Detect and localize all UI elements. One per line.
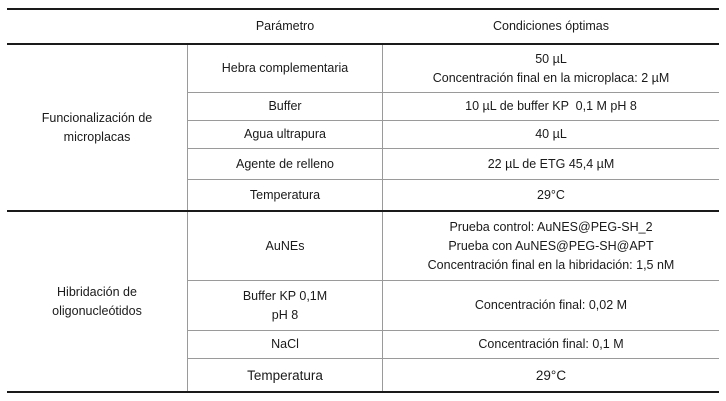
cond-cell	[383, 281, 719, 330]
cond-cell	[383, 212, 719, 280]
param-text: Temperatura	[249, 187, 321, 202]
cond-cell	[383, 180, 719, 210]
param-cell	[188, 331, 382, 358]
conditions-table	[7, 8, 719, 393]
group-label	[7, 212, 187, 391]
cond-cell	[383, 359, 719, 391]
cond-text: 40 µL	[535, 127, 567, 141]
param-text: Agente de relleno	[236, 156, 334, 171]
group-line: Hibridación de	[57, 284, 137, 299]
param-text: Buffer	[268, 99, 302, 113]
param-text: Agua ultrapura	[243, 127, 326, 141]
param-cell	[188, 212, 382, 280]
param-text: AuNEs	[265, 238, 305, 253]
cond-text: 50 µL	[535, 51, 567, 66]
header-cond-label: Condiciones óptimas	[492, 19, 610, 33]
param-text: Temperatura	[247, 367, 323, 383]
param-text: NaCl	[271, 337, 299, 351]
cond-text: 22 µL de ETG 45,4 µM	[487, 156, 615, 171]
bottom-rule	[7, 391, 719, 393]
cond-text: 29°C	[535, 367, 567, 383]
param-cell	[188, 45, 382, 92]
cond-cell	[383, 149, 719, 179]
cond-text: 29°C	[537, 187, 565, 202]
param-cell	[188, 180, 382, 210]
param-cell	[188, 121, 382, 148]
cond-text: 10 µL de buffer KP 0,1 M pH 8	[465, 99, 637, 113]
cond-text: Concentración final en la hibridación: 1,5 nM	[427, 257, 675, 272]
param-cell	[188, 359, 382, 391]
cond-cell	[383, 331, 719, 358]
param-cell	[188, 281, 382, 330]
group-line: oligonucleótidos	[52, 303, 142, 318]
header-cond	[383, 10, 719, 43]
group-line: microplacas	[63, 129, 131, 144]
cond-cell	[383, 45, 719, 92]
cond-text: Concentración final: 0,1 M	[478, 337, 624, 351]
cond-text: Concentración final: 0,02 M	[474, 298, 628, 312]
param-cell	[188, 149, 382, 179]
cond-text: Prueba control: AuNES@PEG-SH_2	[449, 219, 653, 234]
group-label	[7, 45, 187, 210]
cond-cell	[383, 121, 719, 148]
cond-text: Prueba con AuNES@PEG-SH@APT	[448, 238, 654, 253]
param-text: Hebra complementaria	[221, 61, 349, 75]
cond-cell	[383, 93, 719, 120]
header-param	[188, 10, 382, 43]
group-line: Funcionalización de	[41, 110, 153, 125]
param-cell	[188, 93, 382, 120]
param-text: Buffer KP 0,1M	[242, 288, 328, 303]
cond-text: Concentración final en la microplaca: 2 µM	[432, 70, 670, 85]
param-text: pH 8	[271, 307, 299, 322]
header-param-label: Parámetro	[255, 19, 315, 33]
